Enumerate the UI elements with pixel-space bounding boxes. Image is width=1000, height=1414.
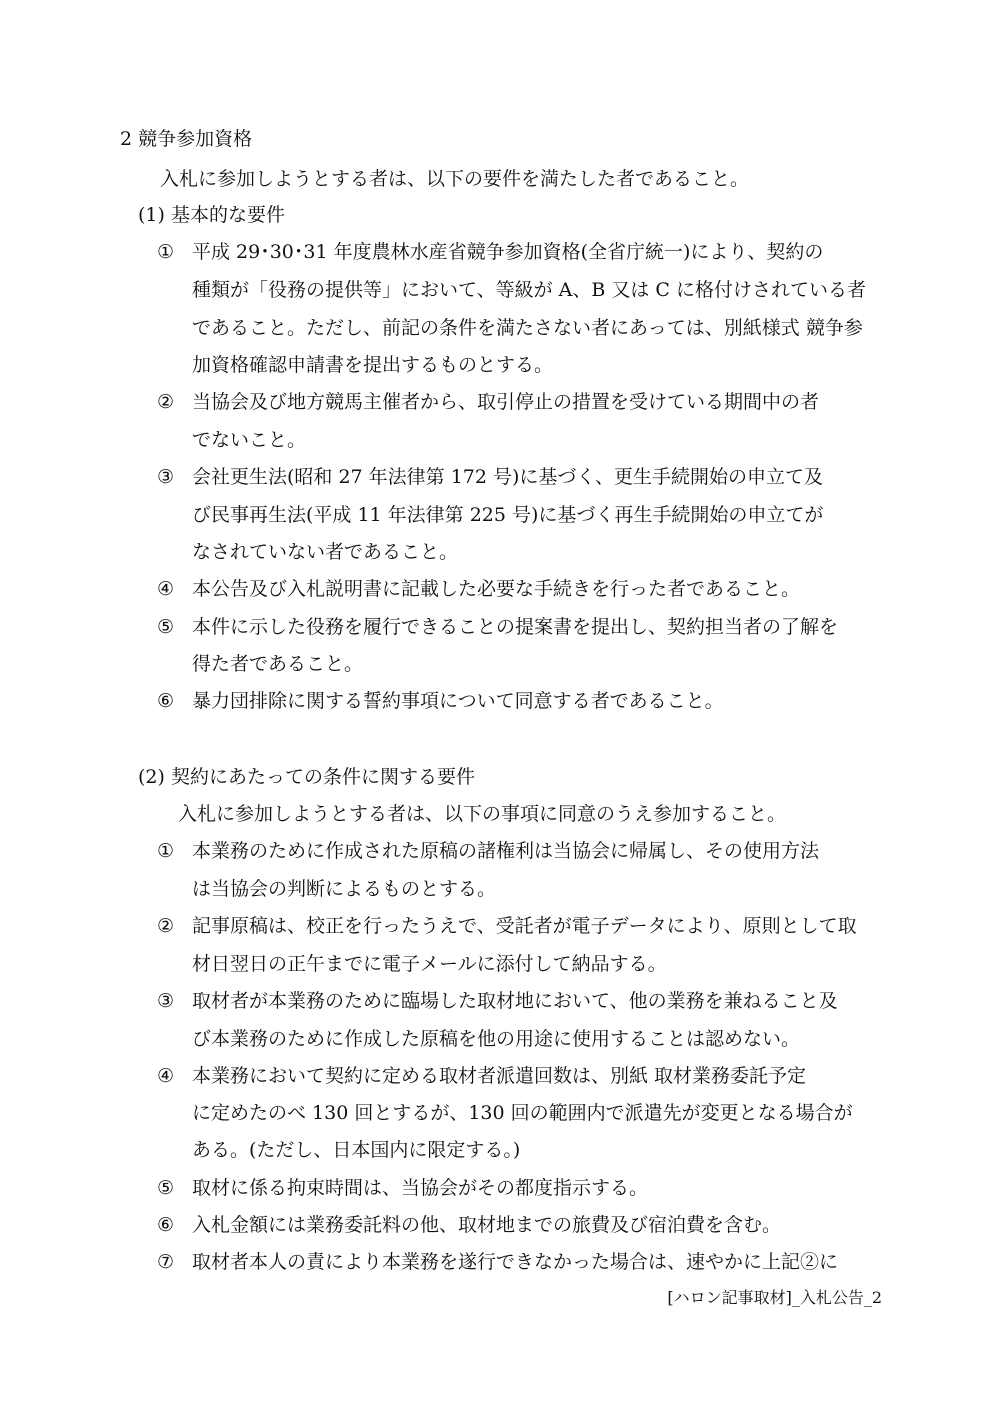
item-number: ⑥ <box>157 1214 175 1236</box>
item-line: 本件に示した役務を履行できることの提案書を提出し、契約担当者の了解を <box>192 616 839 638</box>
item-number: ③ <box>157 466 175 488</box>
item-number: ⑥ <box>157 690 175 712</box>
item-line: 暴力団排除に関する誓約事項について同意する者であること。 <box>192 690 724 712</box>
item-line: 本公告及び入札説明書に記載した必要な手続きを行った者であること。 <box>192 578 801 600</box>
item-line: 取材者本人の責により本業務を遂行できなかった場合は、速やかに上記②に <box>192 1251 839 1273</box>
item-line: は当協会の判断によるものとする。 <box>192 878 497 900</box>
item-number: ② <box>157 391 175 413</box>
item-line: でないこと。 <box>192 429 307 451</box>
item-line: 当協会及び地方競馬主催者から、取引停止の措置を受けている期間中の者 <box>192 391 820 413</box>
item-line: び本業務のために作成した原稿を他の用途に使用することは認めない。 <box>192 1028 801 1050</box>
item-line: 取材者が本業務のために臨場した取材地において、他の業務を兼ねること及 <box>192 990 838 1012</box>
sub2-heading: (2) 契約にあたっての条件に関する要件 <box>138 766 475 788</box>
item-line: 加資格確認申請書を提出するものとする。 <box>192 354 554 376</box>
item-number: ④ <box>157 578 175 600</box>
sub2-intro: 入札に参加しようとする者は、以下の事項に同意のうえ参加すること。 <box>178 803 787 825</box>
item-line: 材日翌日の正午までに電子メールに添付して納品する。 <box>192 953 667 975</box>
item-line: なされていない者であること。 <box>192 541 459 563</box>
item-line: 得た者であること。 <box>192 653 364 675</box>
section-heading: 2 競争参加資格 <box>120 128 253 150</box>
section-intro: 入札に参加しようとする者は、以下の要件を満たした者であること。 <box>160 168 750 190</box>
item-number: ① <box>157 840 175 862</box>
item-line: 取材に係る拘束時間は、当協会がその都度指示する。 <box>192 1177 649 1199</box>
item-line: に定めたのべ 130 回とするが、130 回の範囲内で派遣先が変更となる場合が <box>192 1102 853 1124</box>
item-line: 記事原稿は、校正を行ったうえで、受託者が電子データにより、原則として取 <box>192 915 857 937</box>
item-line: であること。ただし、前記の条件を満たさない者にあっては、別紙様式 競争参 <box>192 317 863 339</box>
item-line: 種類が「役務の提供等」において、等級が A、B 又は C に格付けされている者 <box>192 279 867 301</box>
item-number: ④ <box>157 1065 175 1087</box>
item-line: 本業務において契約に定める取材者派遣回数は、別紙 取材業務委託予定 <box>192 1065 807 1087</box>
item-line: 会社更生法(昭和 27 年法律第 172 号)に基づく、更生手続開始の申立て及 <box>192 466 824 488</box>
item-number: ⑤ <box>157 616 175 638</box>
item-number: ⑦ <box>157 1251 175 1273</box>
page-footer-label: [ハロン記事取材]_入札公告_2 <box>667 1288 882 1307</box>
item-line: 平成 29･30･31 年度農林水産省競争参加資格(全省庁統一)により、契約の <box>192 241 824 263</box>
item-line: 本業務のために作成された原稿の諸権利は当協会に帰属し、その使用方法 <box>192 840 820 862</box>
sub1-heading: (1) 基本的な要件 <box>138 204 285 226</box>
item-number: ⑤ <box>157 1177 175 1199</box>
item-number: ② <box>157 915 175 937</box>
item-line: ある。(ただし、日本国内に限定する。) <box>192 1139 521 1161</box>
item-line: 入札金額には業務委託料の他、取材地までの旅費及び宿泊費を含む。 <box>192 1214 782 1236</box>
item-line: び民事再生法(平成 11 年法律第 225 号)に基づく再生手続開始の申立てが <box>192 504 824 526</box>
item-number: ① <box>157 241 175 263</box>
item-number: ③ <box>157 990 175 1012</box>
